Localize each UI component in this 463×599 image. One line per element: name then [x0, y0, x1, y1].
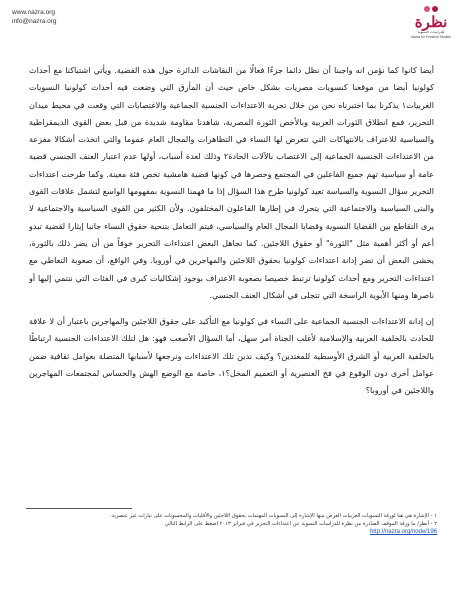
logo-subtitle-arabic: للدراسات النسوية: [417, 30, 445, 34]
footnote-2: ٢ - أنظر/ ما ورقة الموقف الصادرة من نظرة للدراسات النسوية عن اعتداءات التحرير في فبراير ٢٠١٣ اضغط على الرابط التالي: [164, 521, 437, 528]
footnote-divider: [26, 508, 132, 509]
logo-subtitle-english: Nazra for Feminist Studies: [411, 35, 451, 39]
footnotes: [26, 512, 437, 537]
article-body: [29, 62, 434, 400]
nazra-logo: [409, 4, 453, 44]
website-link[interactable]: www.nazra.org: [12, 9, 55, 16]
email-link[interactable]: info@nazra.org: [12, 18, 57, 25]
header-contact: [12, 8, 57, 26]
body-paragraph-2: إن إدانة الاعتداءات الجنسية الجماعية على النساء في كولونيا مع التأكيد على حقوق اللاجئين والمهاجرين باعتبار أن لا علاقة للحادث بالخلفية العربية والإسلامية لأغلب الجناة أمر سهل، أما السؤال الأصعب فهو: هل لتلك الاعتداءات الجنسية ارتباطًا بالخلفية العربية أو الشرق الأوسطية للمعتدين؟ وكيف ندين تلك الاعتداءات ونرجعها لأسبابها المتصلة بعوامل ثقافية ضمن عوامل أخرى دون الوقوع في فخ العنصرية أو التعميم المخل؟١، خاصة مع الوضع الهش والحساس لمجتمعات المهاجرين واللاجئين في أوروبا؟: [29, 316, 434, 396]
footnote-link[interactable]: http://nazra.org/node/196: [369, 529, 437, 536]
body-paragraph-1: أيضا كانوا كما نؤمن انه واجبنا أن نظل دائما جزءًا فعالًا من النقاشات الدائرة حول هذه القضية. ويأتي اشتباكنا مع أحداث كولونيا أيضا من موقعنا كنسويات مصريات بشكل خاص حيث أن المأزق التي وضعت فيه أحداث كولونيا النسويات الغربيات١ يذكرنا بما اختبرناه نحن من خلال تجربة الاعتداءات الجنسية الجماعية والاغتصابات التي وقعت في محيط ميدان التحرير، فمع انطلاق الثورات العربية وبالأخص الثورة المصرية، شاهدنا مقاومة شديدة من قبل بعض القوى الديمقراطية والسياسية للاعتراف بالانتهاكات التي تتعرض لها النساء في التظاهرات والمجال العام عموما والتي اتخذت أشكالا مفزعة من الاعتداءات الجنسية الجماعية إلى الاغتصاب بالآلات الحادة٢ وذلك لعدة أسباب، أولها عدم اعتبار العنف الجنسي قضية عامة أو سياسية تهم جميع الفاعلين في المجتمع وحصرها في كونها قضية هامشية تخص فئة معينة. وكما طرحت اعتداءات التحرير سؤال النسوية والسياسة تعيد كولونيا طرح هذا السؤال إذا ما فهمنا النسوية بمفهومها الواسع لتشمل علاقات القوى والبنى السياسية والاجتماعية التي يتحرك في إطارها الفاعلون المختلفون. ولأن الكثير من القوى السياسية والاجتماعية لا يرى التقاطع بين القضايا النسوية وقضايا المجال العام والسياسي، فيتم التعامل بتنحية حقوق النساء جانبا إيثارا لقضية تبدو أعم أو أكثر أهمية مثل "الثورة" أو حقوق اللاجئين. كما تجاهل البعض اعتداءات التحرير خوفاً من أن يضر ذلك بالثورة، يخشى البعض أن تضر إدانة اعتداءات كولونيا بحقوق اللاجئين والمهاجرين في أوروبا. وفي الواقع، أن صعوبة التعاطي مع اعتداءات التحرير ومع أحداث كولونيا ترتبط خصيصا بصعوبة الاعتراف بوجود إشكاليات كبرى في الفئات التي ننتمي إليها أو ناصرها ومنها الأبوية الراسخة التي تتجلى في أشكال العنف الجنسي.: [29, 65, 434, 300]
footnote-1: ١ - الإشارة هي هنا لورقة النسويات الغربيات الغرض منها الإشارة إلى النسويات المهتمات بحقوق اللاجئين والأقليات والمحسوبات على تيارات غير عنصرية.: [110, 513, 437, 519]
logo-word: نظرة: [414, 13, 448, 31]
